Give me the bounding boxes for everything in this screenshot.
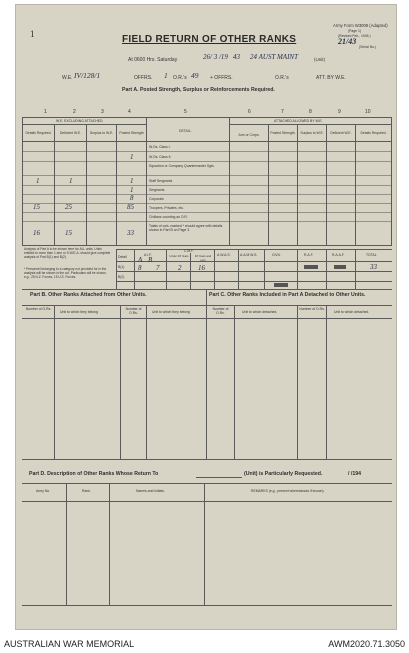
head-details-required: Details Required. [25, 131, 52, 135]
analysis-b1-over18: 2 [178, 264, 182, 272]
analysis-detail-a: A [138, 256, 143, 264]
part-d-title-b: (Unit) is Particularly Requested. [244, 471, 323, 477]
part-b-top-rule [22, 289, 392, 290]
row-detail: W.Os. Class II. [149, 155, 172, 159]
col-number-7: 7 [281, 109, 284, 115]
head-right-surplus: Surplus to W.E. [300, 131, 324, 135]
part-d-vline-2 [109, 483, 110, 605]
page-mark: 1 [30, 29, 35, 39]
analysis-head-raf: R.A.F. [304, 253, 314, 257]
form-ref-line2: (Page 1) [348, 29, 362, 33]
row-posted: 1 [130, 177, 134, 185]
civil-redaction-mark [274, 283, 288, 287]
analysis-note: Analysis of Part A to be shown here for ALL units. Units entitled to more than 1 arm or S.W.E.A. should give complete analysis of Part B(1) and B(2). [24, 247, 111, 260]
part-d-head-rank: Rank. [82, 489, 91, 493]
row-detail: W.Os. Class I. [149, 145, 171, 149]
or-label: O.R.'s [173, 75, 187, 81]
row-detail: Squadron or Company Quartermaster Sgts. [149, 164, 215, 168]
analysis-vline-a [116, 249, 117, 289]
serial-label: (Serial No.) [359, 45, 377, 49]
part-d-top-rule [22, 483, 392, 484]
row-deficient: 25 [65, 203, 72, 211]
part-d-blank-line [196, 477, 242, 478]
part-a-subhead-rule [22, 141, 392, 142]
part-b-vline-2 [120, 305, 121, 459]
part-c-head-unit: Unit to which detached. [242, 310, 278, 314]
row-posted: 1 [130, 186, 134, 194]
part-bc-divider [206, 289, 207, 459]
head-arm-or-corps: Arm or Corps. [238, 133, 260, 137]
at-line-prefix: At 0600 Hrs. Saturday [128, 57, 178, 63]
part-d-head-names: Names and Initials. [136, 489, 165, 493]
row-required: 1 [36, 177, 40, 185]
row-rule [22, 185, 392, 186]
part-bc-sub-rule [22, 318, 392, 319]
col-number-4: 4 [128, 109, 131, 115]
att-by-we-label: ATT. BY W.E. [316, 75, 346, 81]
part-a-vline-0 [22, 117, 23, 245]
analysis-row-label-b1: B(1) [118, 265, 125, 269]
row-rule [22, 212, 392, 213]
part-d-vline-1 [66, 483, 67, 605]
part-c-vline-1 [234, 305, 235, 459]
row-posted: 85 [127, 203, 134, 211]
part-c-head-unit-2: Unit to which detached. [334, 310, 370, 314]
analysis-b1-col4: 16 [198, 264, 205, 272]
part-d-date: / /194 [348, 471, 361, 477]
part-b-title: Part B. Other Ranks Attached from Other Units. [30, 292, 147, 298]
form-title: FIELD RETURN OF OTHER RANKS [122, 34, 297, 45]
row-rule [22, 194, 392, 195]
part-b-head-unit: Unit to which they belong [60, 310, 98, 314]
row-rule [22, 161, 392, 162]
part-a-header-rule [22, 124, 146, 125]
col-number-6: 6 [248, 109, 251, 115]
offrs-value: 1 [164, 71, 168, 80]
part-b-head-number-2: Number of O.Rs. [125, 307, 142, 315]
analysis-b1-under18: 7 [156, 264, 160, 272]
col-number-8: 8 [309, 109, 312, 115]
analysis-b1-aif: 8 [138, 264, 142, 272]
analysis-head-over18: 18 Years and over [194, 254, 212, 262]
at-line-date: 26/ 3 /19 [203, 53, 228, 61]
serial-number: 21/43 [338, 37, 357, 46]
row-detail: Sergeants [149, 188, 165, 192]
row-posted: 33 [127, 229, 134, 237]
analysis-row-label-b2: B(2) [118, 275, 125, 279]
analysis-vline-h [297, 249, 298, 289]
detail-heading: DETAIL. [179, 129, 192, 133]
analysis-vline-c [166, 249, 167, 289]
row-detail: Totals of cols. marked * should agree with details shown in Part B on Page 3. [149, 224, 223, 232]
col-number-9: 9 [338, 109, 341, 115]
col-number-5: 5 [184, 109, 187, 115]
offrs-label: OFFRS. [134, 75, 153, 81]
row-rule [22, 221, 392, 222]
analysis-vline-g [264, 249, 265, 289]
analysis-detail-b: B [148, 256, 153, 264]
col-number-1: 1 [44, 109, 47, 115]
part-d-vline-3 [204, 483, 205, 605]
row-detail: Staff Sergeants [149, 179, 173, 183]
part-d-head-rule [22, 501, 392, 502]
analysis-b1-total: 33 [370, 263, 377, 271]
part-b-head-unit-2: Unit to which they belong [152, 310, 190, 314]
head-right-details: Details Required. [360, 131, 387, 135]
we-excluding-heading: W.E. EXCLUDING ATTACHED. [56, 119, 104, 123]
analysis-vline-b [134, 249, 135, 289]
row-deficient: 1 [69, 177, 73, 185]
at-line-unit-value: 24 AUST MAINT [250, 53, 298, 61]
footer-institution: AUSTRALIAN WAR MEMORIAL [4, 639, 135, 649]
analysis-head-total: TOTAL [366, 253, 377, 257]
head-deficient: Deficient W.E. [59, 131, 82, 135]
part-b-vline-1 [54, 305, 55, 459]
analysis-row-label-detail: Detail [118, 255, 127, 259]
col-number-3: 3 [101, 109, 104, 115]
part-c-head-number: Number of O.Rs. [212, 307, 229, 315]
analysis-head-aif: A.I.F. [144, 253, 152, 257]
analysis-head-raaf: R.A.A.F. [332, 253, 345, 257]
row-detail: Corporals [149, 197, 164, 201]
form-ref-line1: Army Form W3009 (Adapted) [333, 23, 388, 28]
or-value: 49 [191, 71, 199, 80]
raaf-redaction-mark [334, 265, 346, 269]
part-a-vline-5 [229, 117, 230, 245]
at-line-year: 43 [233, 53, 240, 61]
analysis-head-rule [116, 261, 392, 262]
col-number-10: 10 [365, 109, 371, 115]
analysis-vline-f [238, 249, 239, 289]
part-a-header-rule-right [229, 124, 392, 125]
col-number-2: 2 [73, 109, 76, 115]
part-d-head-remarks: REMARKS (e.g., present whereabouts if known). [251, 489, 325, 493]
footer-accession: AWM2020.71.3050 [328, 639, 405, 649]
row-detail: Troopers, Privates, etc. [149, 206, 184, 210]
row-rule [22, 203, 392, 204]
part-a-vline-4 [146, 117, 147, 245]
row-rule [22, 175, 392, 176]
analysis-head-awas: A.W.A.S. [217, 253, 231, 257]
analysis-head-civil: CIVIL [272, 253, 281, 257]
raf-redaction-mark [304, 265, 318, 269]
head-right-deficient: Deficient W.E. [330, 131, 352, 135]
attached-allowed-heading: ATTACHED ALLOWED BY W.E. [274, 119, 323, 123]
analysis-vline-j [355, 249, 356, 289]
part-d-head-army-no: Army No. [36, 489, 51, 493]
part-d-title-a: Part D. Description of Other Ranks Whose Return To [29, 471, 159, 477]
analysis-vline-d [190, 253, 191, 289]
row-deficient: 15 [65, 229, 72, 237]
analysis-head-aamws: A.A.M.W.S. [240, 253, 258, 257]
part-a-top-rule [22, 117, 392, 118]
part-b-vline-3 [146, 305, 147, 459]
row-detail: Civilians counting as O.R. [149, 215, 188, 219]
analysis-note-2: * Personnel belonging to a category not provided for in the analysis will be shown in the col. Particulars will be shown, e.g., 25 N.Z. Forces, 15 U.S. Forces. [24, 267, 107, 280]
head-surplus: Surplus to W.E. [89, 131, 114, 135]
part-a-bottom-rule [22, 245, 392, 246]
ors-b-label: O.R.'s [275, 75, 289, 81]
analysis-bot-rule [116, 281, 392, 282]
cmf-label: C.M.F. [184, 249, 194, 253]
form-ref-line3: (Revised Feb., 1945.) [338, 34, 371, 38]
analysis-head-under18: Under 18 Years [169, 254, 189, 258]
at-line-unit-label: (Unit) [314, 57, 325, 62]
plus-offrs-label: + OFFRS. [210, 75, 233, 81]
part-a-vline-10 [391, 117, 392, 245]
we-value: IV/128/1 [74, 71, 101, 80]
analysis-vline-e [214, 249, 215, 289]
row-posted: 1 [130, 153, 134, 161]
row-posted: 8 [130, 194, 134, 202]
we-label: W.E. [62, 75, 73, 81]
part-d-bottom-rule [22, 605, 392, 606]
part-b-head-number: Number of O.Rs. [25, 307, 52, 311]
part-c-vline-2 [297, 305, 298, 459]
part-a-title: Part A. Posted Strength, Surplus or Reinforcements Required. [122, 87, 275, 93]
analysis-vline-i [326, 249, 327, 289]
part-c-title: Part C. Other Ranks Included in Part A Detached to Other Units. [209, 292, 366, 298]
head-posted-strength: Posted Strength [119, 131, 144, 135]
part-bc-bottom-rule [22, 459, 392, 460]
part-c-vline-3 [326, 305, 327, 459]
head-right-posted: Posted Strength. [270, 131, 296, 135]
part-c-head-number-2: Number of O.Rs. [299, 307, 325, 311]
row-required: 16 [33, 229, 40, 237]
row-required: 15 [33, 203, 40, 211]
form-sheet [15, 4, 397, 630]
part-bc-head-rule [22, 305, 392, 306]
analysis-top-rule [116, 249, 392, 250]
row-rule [22, 151, 392, 152]
